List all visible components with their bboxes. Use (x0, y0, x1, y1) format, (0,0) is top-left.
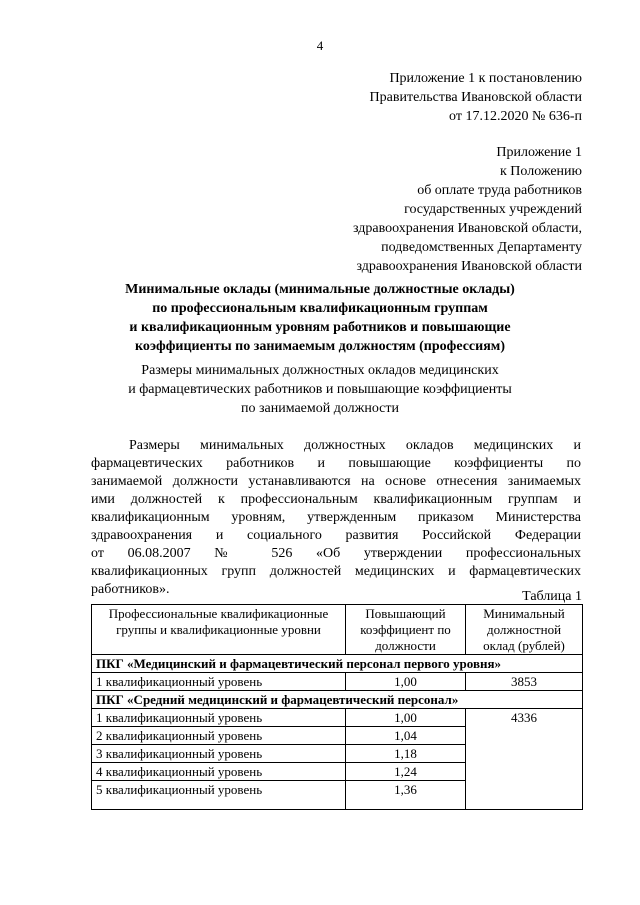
title-line: по профессиональным квалификационным группам (152, 301, 488, 316)
table-caption: Таблица 1 (522, 589, 582, 604)
header-cell-salary: Минимальный должностной оклад (рублей) (466, 605, 583, 655)
appendix-header-line: от 17.12.2020 № 636-п (449, 109, 582, 124)
level-cell: 5 квалификационный уровень (92, 781, 346, 810)
paragraph-line: работников». (91, 582, 170, 597)
paragraph-line: ими должностей к профессиональным квалификационным группам и (91, 492, 581, 507)
subtitle-line: и фармацевтических работников и повышающие коэффициенты (128, 382, 512, 397)
coefficient-cell: 1,36 (346, 781, 466, 810)
appendix-header-line: Правительства Ивановской области (369, 90, 582, 105)
coefficient-cell: 1,00 (346, 673, 466, 691)
table-row (92, 673, 583, 691)
appendix-subheader (353, 143, 582, 276)
paragraph-line: фармацевтических работников и повышающие коэффициенты по (91, 456, 581, 471)
appendix-header-line: Приложение 1 к постановлению (389, 71, 582, 86)
group-title: ПКГ «Медицинский и фармацевтический персонал первого уровня» (92, 655, 583, 673)
paragraph-line: здравоохранения и социального развития Российской Федерации (91, 528, 581, 543)
appendix-subheader-line: государственных учреждений (404, 202, 582, 217)
table-row (92, 709, 583, 727)
appendix-header (370, 69, 582, 126)
appendix-subheader-line: Приложение 1 (496, 145, 582, 160)
salary-cell: 4336 (466, 709, 583, 810)
level-cell: 1 квалификационный уровень (92, 673, 346, 691)
salary-cell: 3853 (466, 673, 583, 691)
coefficient-cell: 1,00 (346, 709, 466, 727)
appendix-subheader-line: к Положению (499, 164, 582, 179)
table-group-row (92, 655, 583, 673)
subtitle-line: Размеры минимальных должностных окладов медицинских (141, 363, 499, 378)
appendix-subheader-line: здравоохранения Ивановской области, (353, 221, 582, 236)
level-cell: 3 квалификационный уровень (92, 745, 346, 763)
group-title: ПКГ «Средний медицинский и фармацевтический персонал» (92, 691, 583, 709)
appendix-subheader-line: подведомственных Департаменту (381, 240, 582, 255)
page-number: 4 (316, 38, 324, 53)
salary-table (91, 604, 583, 810)
appendix-subheader-line: об оплате труда работников (417, 183, 582, 198)
body-paragraph (91, 437, 581, 599)
coefficient-cell: 1,18 (346, 745, 466, 763)
appendix-subheader-line: здравоохранения Ивановской области (356, 259, 582, 274)
level-cell: 2 квалификационный уровень (92, 727, 346, 745)
header-cell-coefficient: Повышающий коэффициент по должности (346, 605, 466, 655)
coefficient-cell: 1,04 (346, 727, 466, 745)
document-subtitle (90, 361, 550, 418)
paragraph-line: квалификационным уровням, утвержденным приказом Министерства (91, 510, 581, 525)
table-group-row (92, 691, 583, 709)
subtitle-line: по занимаемой должности (240, 401, 400, 416)
level-cell: 4 квалификационный уровень (92, 763, 346, 781)
paragraph-line: занимаемой должности устанавливаются на основе отнесения занимаемых (91, 474, 581, 489)
title-line: коэффициенты по занимаемым должностям (профессиям) (134, 339, 505, 354)
paragraph-line: квалификационных групп должностей медицинских и фармацевтических (91, 564, 581, 579)
coefficient-cell: 1,24 (346, 763, 466, 781)
paragraph-line: от 06.08.2007 № 526 «Об утверждении профессиональных (91, 546, 581, 561)
header-cell-groups: Профессиональные квалификационные группы и квалификационные уровни (92, 605, 346, 655)
level-cell: 1 квалификационный уровень (92, 709, 346, 727)
table-header-row (92, 605, 583, 655)
title-line: Минимальные оклады (минимальные должностные оклады) (125, 282, 515, 297)
paragraph-line: Размеры минимальных должностных окладов медицинских и (129, 438, 581, 453)
document-title (90, 280, 550, 356)
title-line: и квалификационным уровням работников и повышающие (129, 320, 511, 335)
